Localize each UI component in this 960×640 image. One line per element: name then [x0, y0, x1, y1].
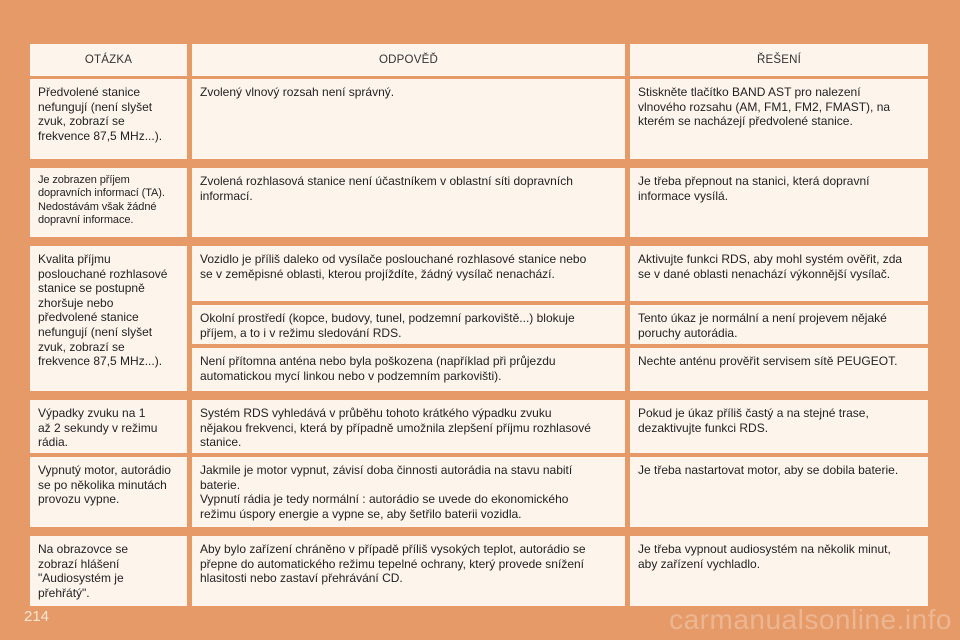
watermark: carmanualsonline.info: [669, 604, 952, 635]
solution-cell: [630, 305, 928, 344]
text-line: Vypnutí rádia je tedy normální : autorádio se uvede do ekonomického: [200, 492, 569, 507]
text-line: předvolené stanice: [38, 310, 139, 325]
question-cell: [30, 168, 187, 237]
text-line: stanice se postupně: [38, 281, 145, 296]
text-line: nefungují (není slyšet: [38, 99, 153, 114]
text-line: baterie.: [200, 477, 241, 492]
text-line: Je zobrazen příjem: [38, 174, 130, 186]
text-line: frekvence 87,5 MHz...).: [38, 354, 163, 369]
text-line: automatickou mycí linkou nebo v podzemním parkovišti).: [200, 368, 502, 383]
text-line: Je třeba nastartovat motor, aby se dobila baterie.: [638, 463, 899, 477]
text-line: se v dané oblasti nenachází výkonnější vysílač.: [638, 266, 891, 281]
text-line: hlasitosti nebo zastaví přehrávání CD.: [200, 571, 403, 586]
text-line: dopravní informace.: [38, 214, 134, 227]
text-line: "Audiosystém je: [38, 571, 124, 586]
page-number: 214: [24, 608, 50, 625]
text-line: přepne do automatického režimu tepelné ochrany, který provede snížení: [200, 556, 584, 571]
text-line: Předvolené stanice: [38, 85, 141, 99]
text-line: Je třeba vypnout audiosystém na několik minut,: [638, 542, 891, 556]
text-line: zhoršuje nebo: [38, 295, 114, 310]
question-cell: [30, 457, 187, 527]
text-line: Není přítomna anténa nebo byla poškozena (například při průjezdu: [200, 354, 556, 368]
text-line: Tento úkaz je normální a není projevem nějaké: [638, 311, 887, 325]
question-cell: [30, 79, 187, 159]
text-line: Kvalita příjmu: [38, 252, 111, 266]
text-line: režimu úspory energie a vypne se, aby šetřilo baterii vozidla.: [200, 506, 522, 521]
text-line: Výpadky zvuku na 1: [38, 406, 146, 420]
text-line: informace vysílá.: [638, 188, 729, 203]
header-solution: ŘEŠENÍ: [630, 44, 928, 76]
solution-cell: [630, 457, 928, 527]
text-line: dopravních informací (TA).: [38, 187, 165, 200]
text-line: Stiskněte tlačítko BAND AST pro nalezení: [638, 85, 861, 99]
text-line: provozu vypne.: [38, 492, 120, 507]
header-answer: ODPOVĚĎ: [192, 44, 625, 76]
text-line: Pokud je úkaz příliš častý a na stejné trase,: [638, 406, 869, 420]
text-line: poslouchané rozhlasové: [38, 266, 168, 281]
text-line: nefungují (není slyšet: [38, 324, 153, 339]
text-line: poruchy autorádia.: [638, 325, 738, 340]
text-line: stanice.: [200, 435, 242, 450]
text-line: Na obrazovce se: [38, 542, 129, 556]
text-line: Aby bylo zařízení chráněno v případě příliš vysokých teplot, autorádio se: [200, 542, 586, 556]
answer-cell: [192, 79, 625, 159]
answer-cell: [192, 246, 625, 301]
text-line: Aktivujte funkci RDS, aby mohl systém ověřit, zda: [638, 252, 903, 266]
answer-cell: [192, 536, 625, 606]
text-line: Zvolená rozhlasová stanice není účastníkem v oblastní síti dopravních: [200, 174, 573, 188]
text-line: frekvence 87,5 MHz...).: [38, 128, 163, 143]
text-line: příjem, a to i v režimu sledování RDS.: [200, 325, 402, 340]
text-line: kterém se nacházejí předvolené stanice.: [638, 114, 853, 129]
solution-cell: [630, 400, 928, 453]
text-line: rádia.: [38, 435, 69, 450]
text-line: Nedostávám však žádné: [38, 200, 157, 213]
text-line: Systém RDS vyhledává v průběhu tohoto krátkého výpadku zvuku: [200, 406, 552, 420]
solution-cell: [630, 246, 928, 301]
text-line: nějakou frekvenci, která by případně umožnila zlepšení příjmu rozhlasové: [200, 420, 591, 435]
text-line: Vozidlo je příliš daleko od vysílače poslouchané rozhlasové stanice nebo: [200, 252, 587, 266]
text-line: Okolní prostředí (kopce, budovy, tunel, podzemní parkoviště...) blokuje: [200, 311, 575, 325]
solution-cell: [630, 79, 928, 159]
text-line: přehřátý".: [38, 585, 90, 600]
text-line: zvuk, zobrazí se: [38, 114, 125, 129]
text-line: zobrazí hlášení: [38, 556, 120, 571]
text-line: vlnového rozsahu (AM, FM1, FM2, FMAST), na: [638, 99, 891, 114]
question-cell: [30, 536, 187, 606]
text-line: aby zařízení vychladlo.: [638, 556, 761, 571]
text-line: informací.: [200, 188, 253, 203]
text-line: Vypnutý motor, autorádio: [38, 463, 171, 477]
text-line: Zvolený vlnový rozsah není správný.: [200, 85, 395, 99]
answer-cell: [192, 457, 625, 527]
question-cell: [30, 246, 187, 391]
answer-cell: [192, 168, 625, 237]
text-line: Nechte anténu prověřit servisem sítě PEUGEOT.: [638, 354, 898, 368]
header-question: OTÁZKA: [30, 44, 187, 76]
question-cell: [30, 400, 187, 453]
text-line: dezaktivujte funkci RDS.: [638, 420, 769, 435]
text-line: Jakmile je motor vypnut, závisí doba činnosti autorádia na stavu nabití: [200, 463, 573, 477]
text-line: až 2 sekundy v režimu: [38, 420, 158, 435]
answer-cell: [192, 305, 625, 344]
answer-cell: [192, 400, 625, 453]
text-line: se po několika minutách: [38, 477, 167, 492]
solution-cell: [630, 348, 928, 391]
text-line: Je třeba přepnout na stanici, která dopravní: [638, 174, 870, 188]
answer-cell: [192, 348, 625, 391]
solution-cell: [630, 536, 928, 606]
solution-cell: [630, 168, 928, 237]
text-line: se v zeměpisné oblasti, kterou projíždíte, žádný vysílač nenachází.: [200, 266, 555, 281]
text-line: zvuk, zobrazí se: [38, 339, 125, 354]
